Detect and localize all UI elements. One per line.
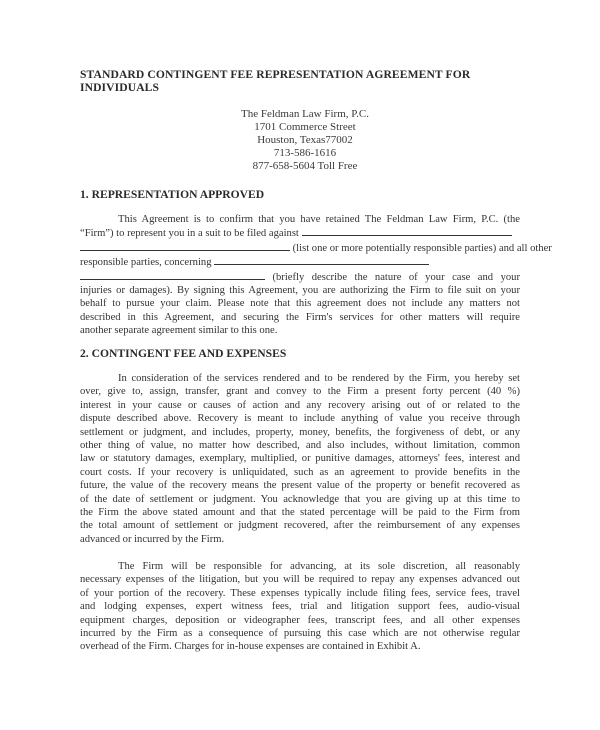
section-heading-representation: 1. REPRESENTATION APPROVED	[80, 188, 265, 201]
title-line: STANDARD CONTINGENT FEE REPRESENTATION AGREEMENT FOR	[80, 68, 471, 81]
paragraph-line: law or statutory damages, exemplary, multiplied, or punitive damages, attorneys' fees, interest and	[80, 453, 520, 465]
paragraph-line: dispute described above. Recovery is meant to include anything of value you receive through	[80, 413, 520, 425]
line-text: This Agreement is to confirm that you have retained The Feldman Law Firm, P.C. (the	[118, 214, 520, 225]
document-title	[80, 68, 540, 94]
paragraph-line: described in this Agreement, and securing the Firm's services for other matters will require	[80, 311, 520, 323]
paragraph-line: over, give to, assign, transfer, grant and convey to the Firm a present forty percent (40 %)	[80, 386, 520, 398]
blank-field-concerning[interactable]	[214, 255, 429, 265]
paragraph-line	[80, 255, 520, 269]
paragraph-line: settlement or judgment, and includes, property, money, benefits, the forgiveness of debt, or any	[80, 426, 520, 438]
firm-phone: 713-586-1616	[273, 147, 337, 159]
line-text: “Firm”) to represent you in a suit to be filed against	[80, 228, 299, 240]
paragraph-line: the total amount of settlement or judgment recovered, after the reimbursement of any expenses	[80, 520, 520, 532]
paragraph-line: court costs. If your recovery is unliquidated, such as an agreement to provide benefits in the	[80, 466, 520, 478]
firm-address-block	[110, 108, 500, 173]
paragraph-line: advanced or incurred by the Firm.	[80, 533, 225, 545]
section-heading-fees: 2. CONTINGENT FEE AND EXPENSES	[80, 347, 287, 360]
line-text: In consideration of the services rendered and to be rendered by the Firm, you hereby set	[118, 373, 520, 384]
section2-paragraph-2	[80, 560, 520, 654]
section2-paragraph-1	[80, 372, 520, 546]
paragraph-line: necessary expenses of the litigation, but you will be required to repay any expenses advanced out	[80, 574, 520, 586]
paragraph-line: future, the value of the recovery means the present value of the property or benefit recovered as	[80, 480, 520, 492]
section1-paragraph	[80, 213, 552, 338]
paragraph-line: the Firm the above stated amount and that the stated percentage will be paid to the Firm from	[80, 507, 520, 519]
paragraph-line	[80, 226, 520, 240]
paragraph-line	[80, 270, 520, 284]
line-text: (list one or more potentially responsible parties) and all other	[292, 242, 552, 254]
firm-city: Houston, Texas77002	[257, 134, 353, 146]
firm-name: The Feldman Law Firm, P.C.	[240, 108, 370, 120]
paragraph-line: interest in your cause or causes of action and any recovery arising out of or related to the	[80, 399, 520, 411]
paragraph-line: incurred by the Firm as a consequence of pursuing this case which are not otherwise regular	[80, 628, 520, 640]
paragraph-line	[80, 241, 552, 255]
firm-toll-free: 877-658-5604 Toll Free	[252, 160, 358, 172]
firm-street: 1701 Commerce Street	[254, 121, 356, 133]
paragraph-line	[80, 372, 520, 385]
paragraph-line: overhead of the Firm. Charges for in-house expenses are contained in Exhibit A.	[80, 641, 421, 653]
paragraph-line: another separate agreement similar to this one.	[80, 325, 278, 337]
paragraph-line: behalf to pursue your claim. Please note that this agreement does not include any matters not	[80, 298, 520, 310]
paragraph-line: equipment charges, deposition or videographer fees, transcript fees, and all other expenses	[80, 614, 520, 626]
line-text: responsible parties, concerning	[80, 257, 212, 269]
blank-field-description[interactable]	[80, 270, 265, 280]
blank-field-parties[interactable]	[80, 241, 290, 251]
paragraph-line: injuries or damages). By signing this Agreement, you are authorizing the Firm to file suit on your	[80, 285, 520, 297]
paragraph-line	[80, 213, 520, 226]
blank-field-defendant[interactable]	[302, 226, 512, 236]
line-text: (briefly describe the nature of your case and your	[272, 271, 520, 283]
paragraph-line: of the date of settlement or judgment. You acknowledge that you are giving up at this time to	[80, 493, 520, 505]
paragraph-line: and lodging expenses, expert witness fees, trial and litigation support fees, audio-visual	[80, 601, 520, 613]
paragraph-line: of your portion of the recovery. These expenses typically include filing fees, service fees, travel	[80, 587, 520, 599]
line-text: The Firm will be responsible for advancing, at its sole discretion, all reasonably	[118, 561, 520, 572]
title-line: INDIVIDUALS	[80, 81, 160, 94]
paragraph-line: other thing of value, no matter how described, and also includes, without limitation, common	[80, 440, 520, 452]
paragraph-line	[80, 560, 520, 573]
